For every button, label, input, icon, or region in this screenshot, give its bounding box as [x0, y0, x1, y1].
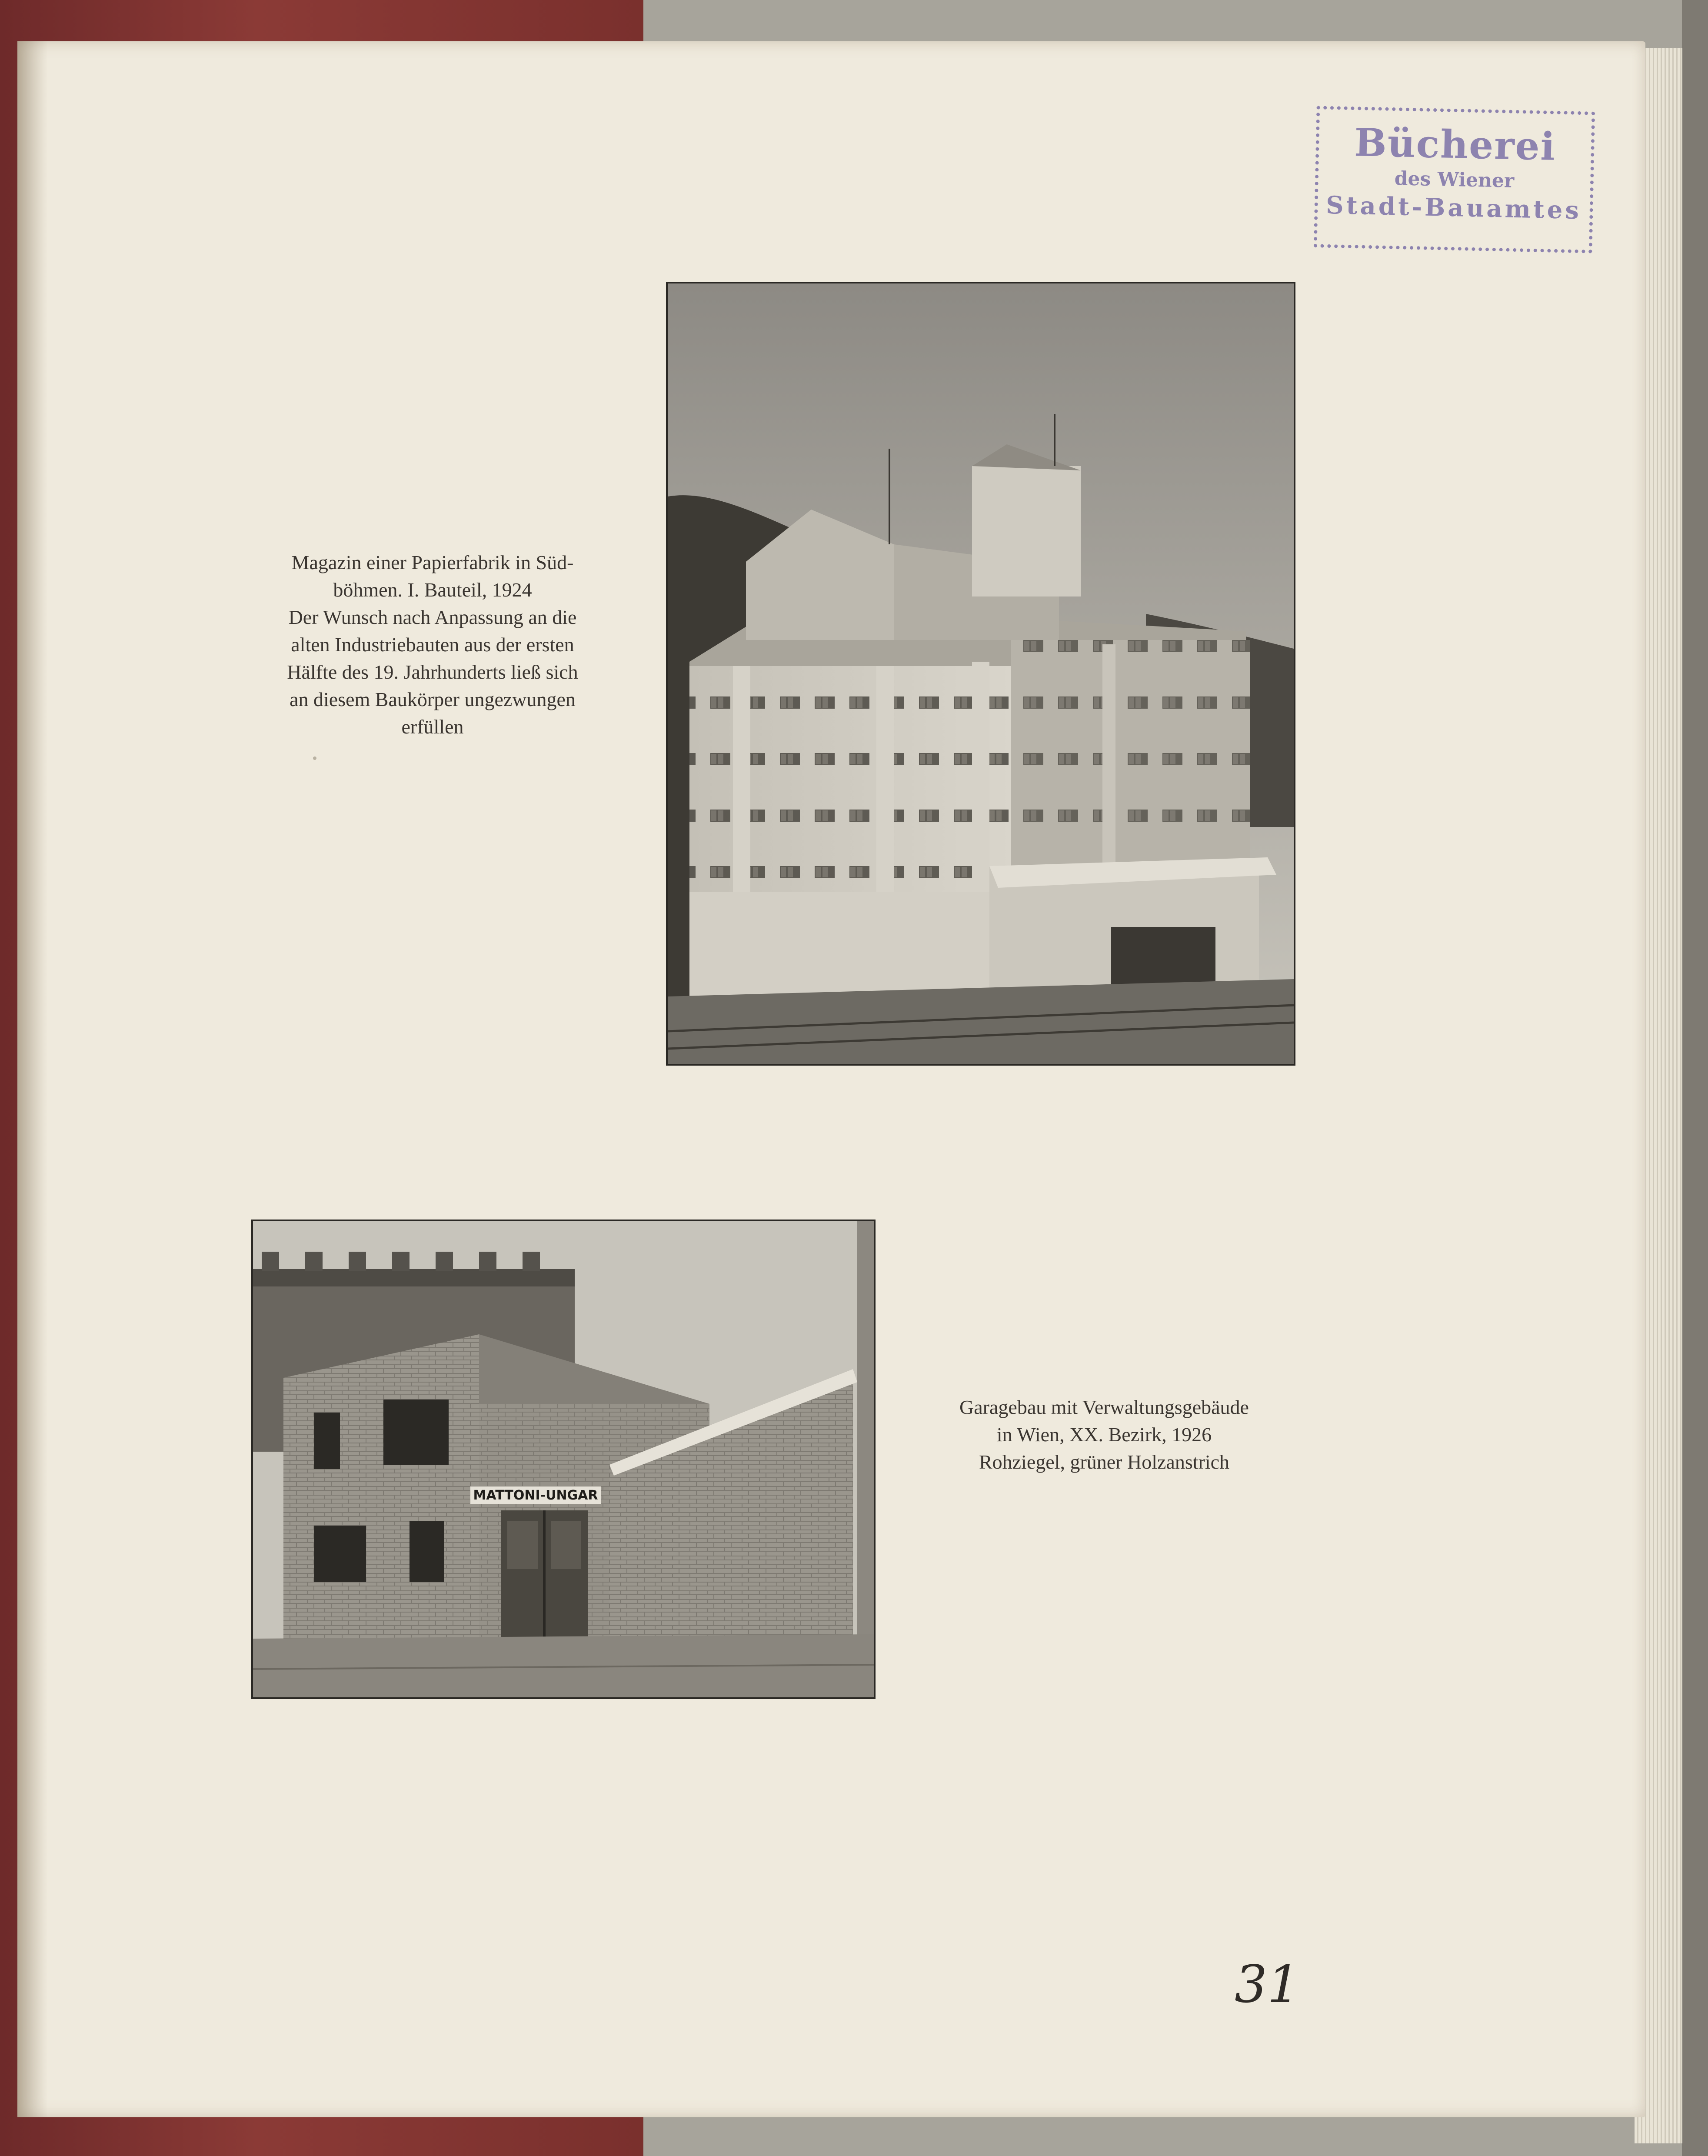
- garage-sign: MATTONI-UNGAR: [473, 1488, 598, 1503]
- library-stamp: [1314, 106, 1595, 253]
- caption-line: Der Wunsch nach Anpassung an die: [288, 606, 577, 628]
- warehouse-photo-image: [668, 283, 1294, 1064]
- paper-speck: [313, 756, 316, 760]
- garage-photo-image: [253, 1221, 874, 1697]
- book-cover-edge: [1682, 0, 1708, 2156]
- caption-line: alten Industriebauten aus der ersten: [291, 633, 574, 656]
- caption-line: böhmen. I. Bauteil, 1924: [333, 579, 532, 601]
- stamp-line-3: Stadt-Bauamtes: [1325, 190, 1582, 225]
- caption-garage: [913, 1393, 1295, 1476]
- stamp-line-2: des Wiener: [1394, 167, 1515, 192]
- page-number: 31: [1235, 1954, 1300, 2014]
- photo-paper-factory-warehouse: [666, 282, 1295, 1066]
- caption-line: Magazin einer Papierfabrik in Süd-: [291, 551, 574, 573]
- caption-paper-factory: [246, 549, 619, 740]
- caption-line: an diesem Baukörper ungezwungen: [290, 688, 576, 710]
- caption-line: in Wien, XX. Bezirk, 1926: [996, 1423, 1212, 1446]
- caption-line: Rohziegel, grüner Holzanstrich: [979, 1451, 1230, 1473]
- photo-garage-building: [251, 1220, 876, 1699]
- caption-line: Hälfte des 19. Jahrhunderts ließ sich: [287, 661, 578, 683]
- caption-line: erfüllen: [401, 716, 464, 738]
- caption-line: Garagebau mit Verwaltungsgebäude: [959, 1396, 1249, 1418]
- stamp-line-1: Bücherei: [1354, 120, 1557, 169]
- gutter-shadow: [17, 41, 48, 2117]
